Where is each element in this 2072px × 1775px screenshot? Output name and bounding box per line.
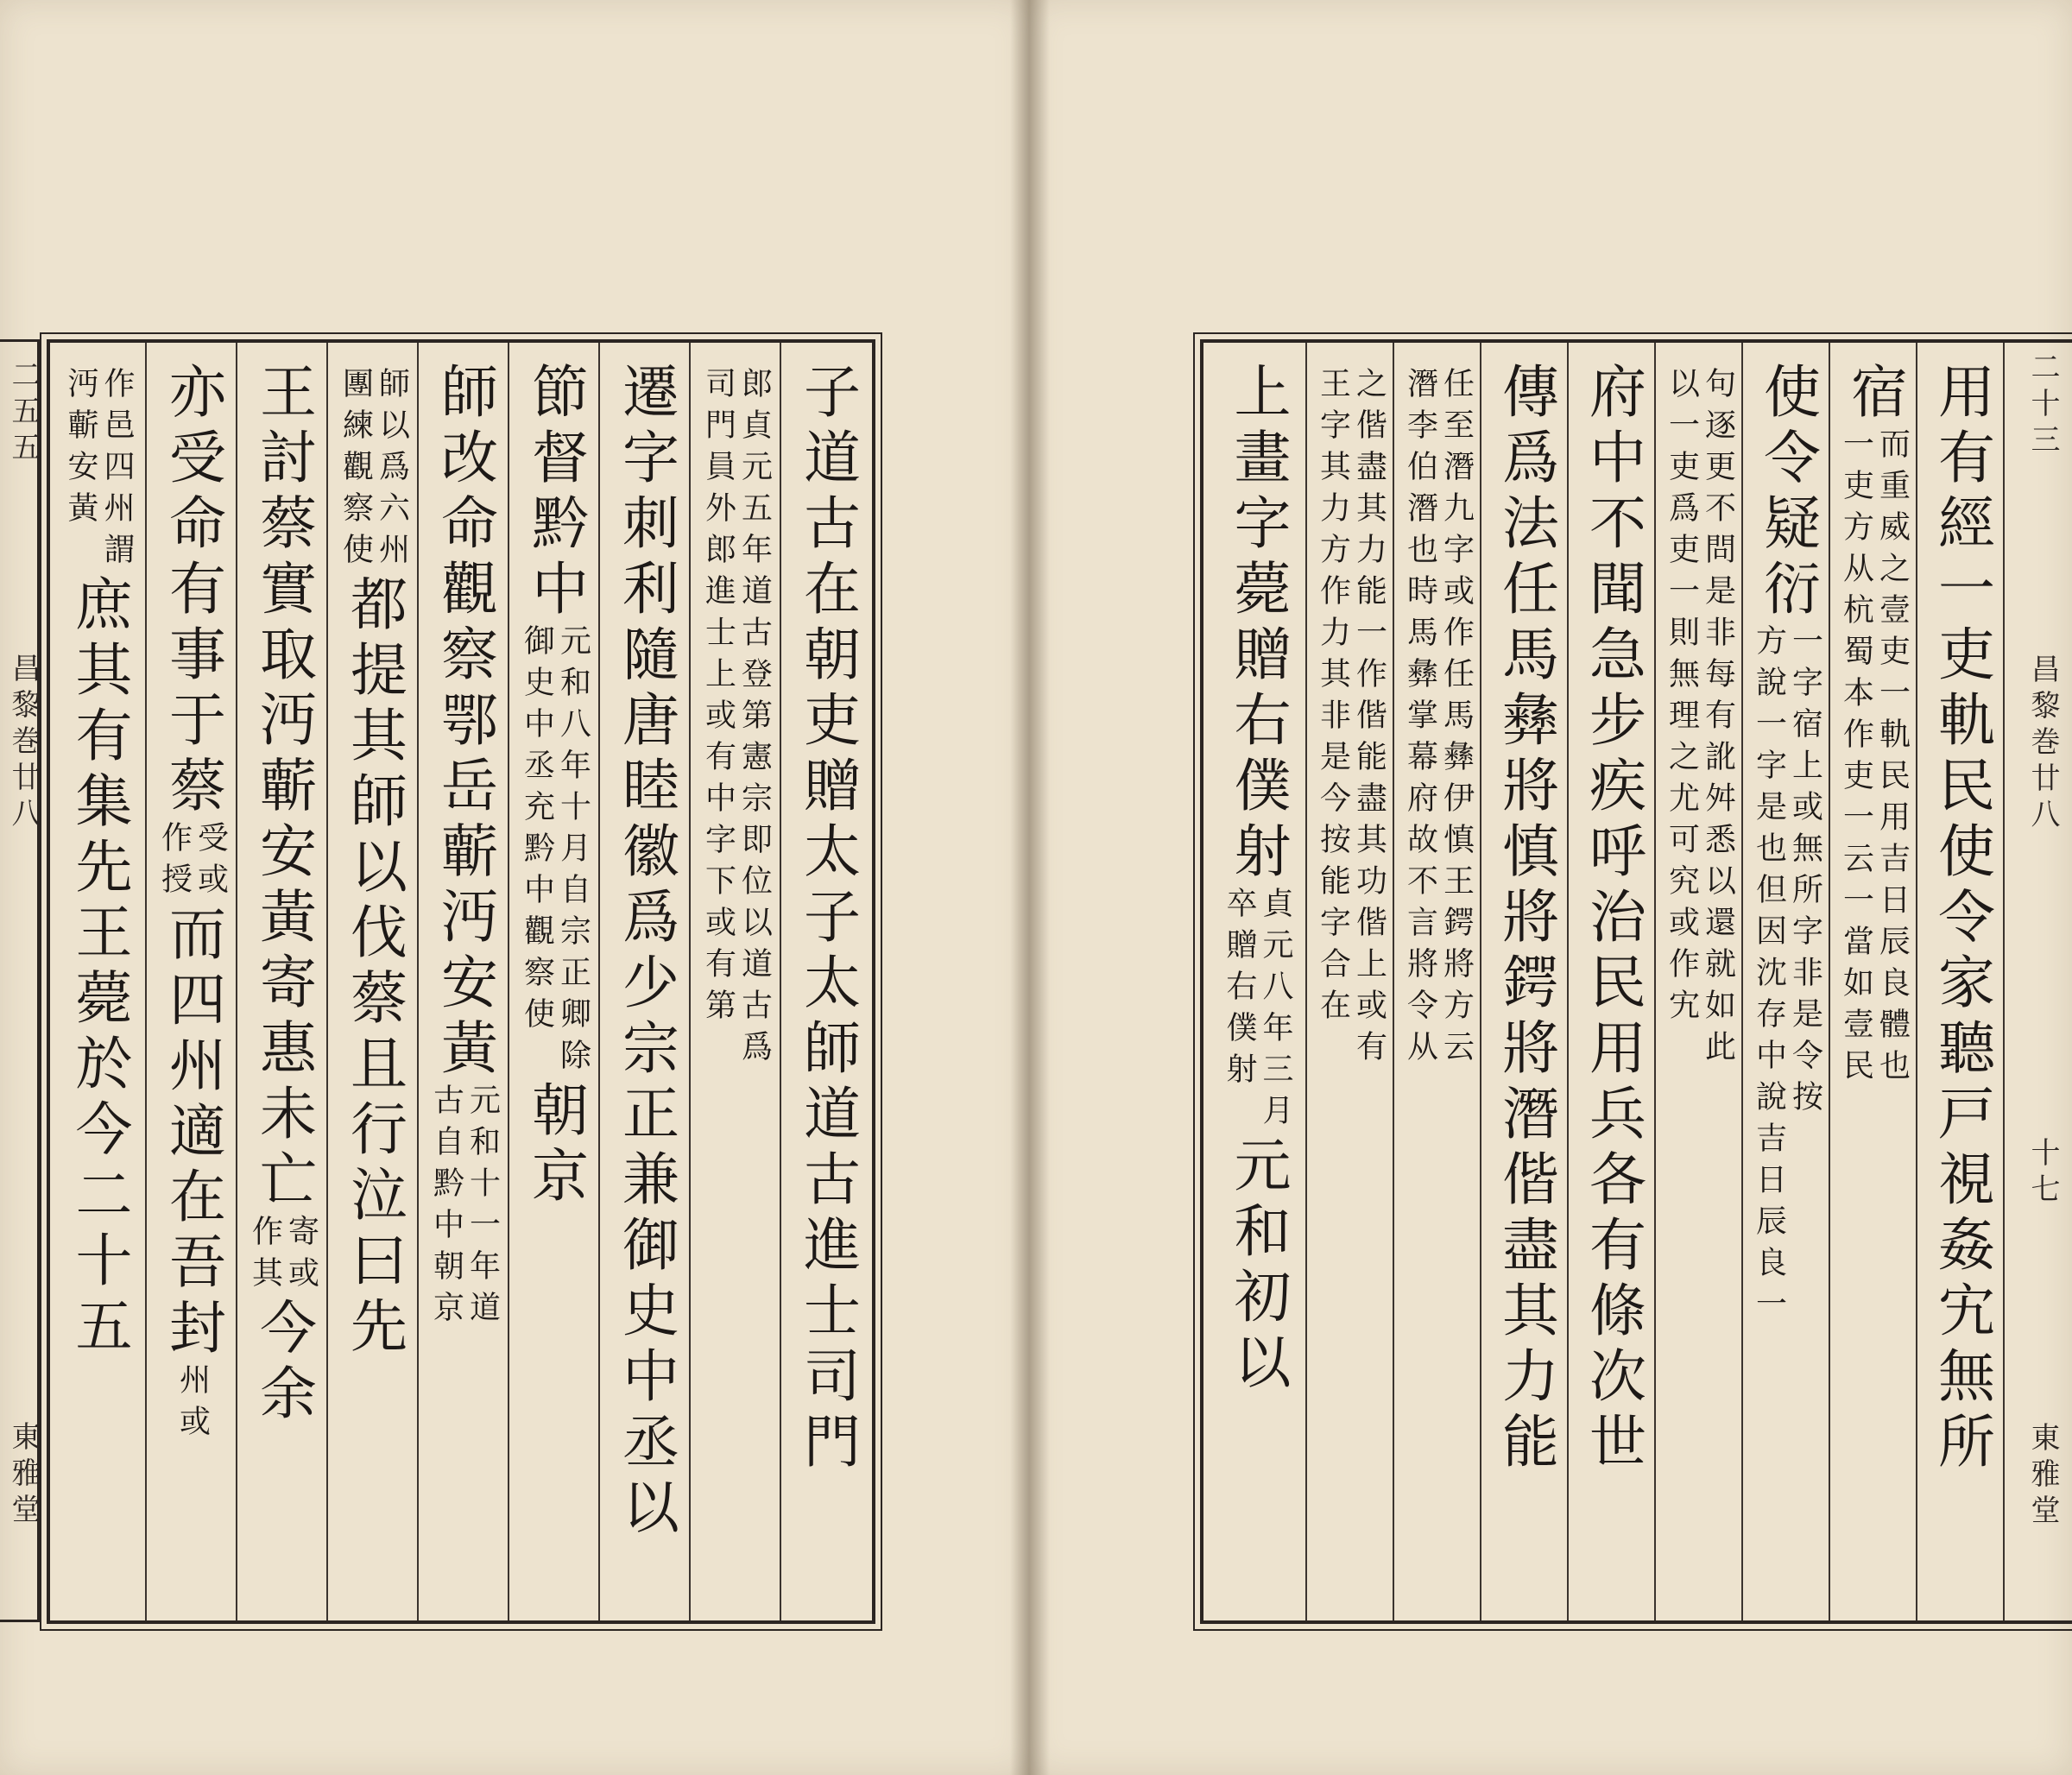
text-column: 師改命觀察鄂岳蘄沔安黃 [431,362,498,1083]
right-col-2 [1830,343,1917,1620]
text-column: 傳爲法任馬彝將慎將鍔將潛偕盡其力能 [1492,362,1559,1477]
commentary-text: 寄或 [283,1215,319,1298]
leaf-number: 十七 [2025,1137,2060,1210]
commentary-text: 元和八年十月自宗正卿除 [555,624,591,1080]
text-column: 遷字刺利隨唐睦徽爲少宗正兼御史中丞以 [612,362,679,1543]
text-column: 宿 [1841,362,1908,427]
commentary-text: 作其 [247,1215,283,1298]
commentary-text: 古自黔中朝京 [428,1083,464,1332]
commentary-text: 以一吏爲吏一則無理之尤可究或作宄 [1664,367,1700,1030]
book-gutter [1010,0,1050,1775]
publisher-name: 東雅堂 [6,1421,41,1530]
left-col-8 [147,343,237,1620]
text-column: 用有經一吏軌民使令家聽戸視姦宄無所 [1928,362,1995,1477]
text-column: 今余 [250,1298,317,1429]
text-column: 使令疑衍 [1753,362,1821,624]
left-page [0,0,1029,1775]
right-col-7 [1394,343,1481,1620]
text-column: 朝京 [521,1080,589,1211]
publisher-name: 東雅堂 [2025,1422,2060,1531]
commentary-text: 王字其力方作力其非是今按能字合在 [1315,367,1351,1030]
commentary-text: 師以爲六州 [374,367,410,574]
commentary-text: 任至潛九字或作任馬彝伊慎王鍔將方云 [1438,367,1475,1071]
commentary-text: 團練觀察使 [338,367,374,574]
commentary-text: 沔蘄安黃 [63,367,98,533]
commentary-text: 卒贈右僕射 [1222,887,1257,1094]
text-column: 庶其有集先王薨於今二十五 [66,574,132,1361]
right-col-4 [1656,343,1743,1620]
left-col-7 [237,343,328,1620]
commentary-text: 而重威之壹吏一軌民用吉日辰良體也 [1874,427,1911,1090]
text-column: 府中不聞急步疾呼治民用兵各有條次世 [1579,362,1646,1477]
right-col-8 [1307,343,1394,1620]
right-page [1029,0,2072,1775]
text-column: 節督黔中 [521,362,589,624]
text-column: 子道古在朝吏贈太子太師道古進士司門 [793,362,861,1477]
fold-title: 昌黎巻廿八 [2025,654,2060,835]
commentary-text: 一字宿上或無所字非是令按 [1787,624,1823,1121]
page-number: 二五五 [6,359,41,468]
right-text-frame [1200,339,2072,1624]
commentary-text: 貞元八年三月 [1258,887,1293,1135]
text-column: 亦受命有事于蔡 [159,362,226,821]
right-fold-margin [2006,343,2072,1620]
left-fold-margin [0,339,40,1622]
text-column: 王討蔡實取沔蘄安黃寄惠未亡 [250,362,317,1215]
commentary-text: 郎貞元五年道古登第憲宗即位以道古爲 [736,367,773,1071]
commentary-text: 之偕盡其力能一作偕能盡其功偕上或有 [1351,367,1387,1071]
left-col-9 [50,343,147,1620]
commentary-text: 作授 [156,821,193,904]
commentary-text: 受或 [193,821,229,904]
left-col-5 [419,343,509,1620]
right-col-3 [1743,343,1830,1620]
text-column: 畫字薨贈右僕射 [1224,427,1291,887]
commentary-text: 州或 [174,1363,211,1446]
fold-title: 昌黎巻廿八 [6,653,41,834]
commentary-text: 元和十一年道 [464,1083,501,1332]
commentary-text: 方說一字是也但因沈存中說吉日辰良一 [1751,624,1787,1329]
commentary-text: 作邑四州謂 [99,367,135,574]
right-col-5 [1569,343,1656,1620]
commentary-text: 句逐更不問是非每有訛舛悉以還就如此 [1700,367,1736,1071]
commentary-text: 司門員外郎進士上或有中字下或有第 [700,367,736,1030]
left-col-3 [600,343,691,1620]
commentary-text: 御史中丞充黔中觀察使 [519,624,555,1039]
left-col-4 [509,343,600,1620]
text-column: 上 [1224,362,1291,427]
left-col-6 [328,343,419,1620]
left-col-1 [781,343,872,1620]
commentary-text: 潛李伯潛也時馬彝掌幕府故不言將令从 [1402,367,1438,1071]
right-col-6 [1481,343,1569,1620]
text-column: 而四州適在吾封 [159,904,226,1363]
left-text-frame [47,339,875,1624]
text-column: 都提其師以伐蔡且行泣曰先 [340,574,407,1361]
left-col-2 [691,343,781,1620]
commentary-text: 一吏方从杭蜀本作吏一云一當如壹民 [1838,427,1874,1090]
right-col-1 [1917,343,2005,1620]
text-column: 元和初以 [1224,1135,1291,1398]
page-number: 二十三 [2025,351,2060,460]
right-col-9 [1207,343,1307,1620]
